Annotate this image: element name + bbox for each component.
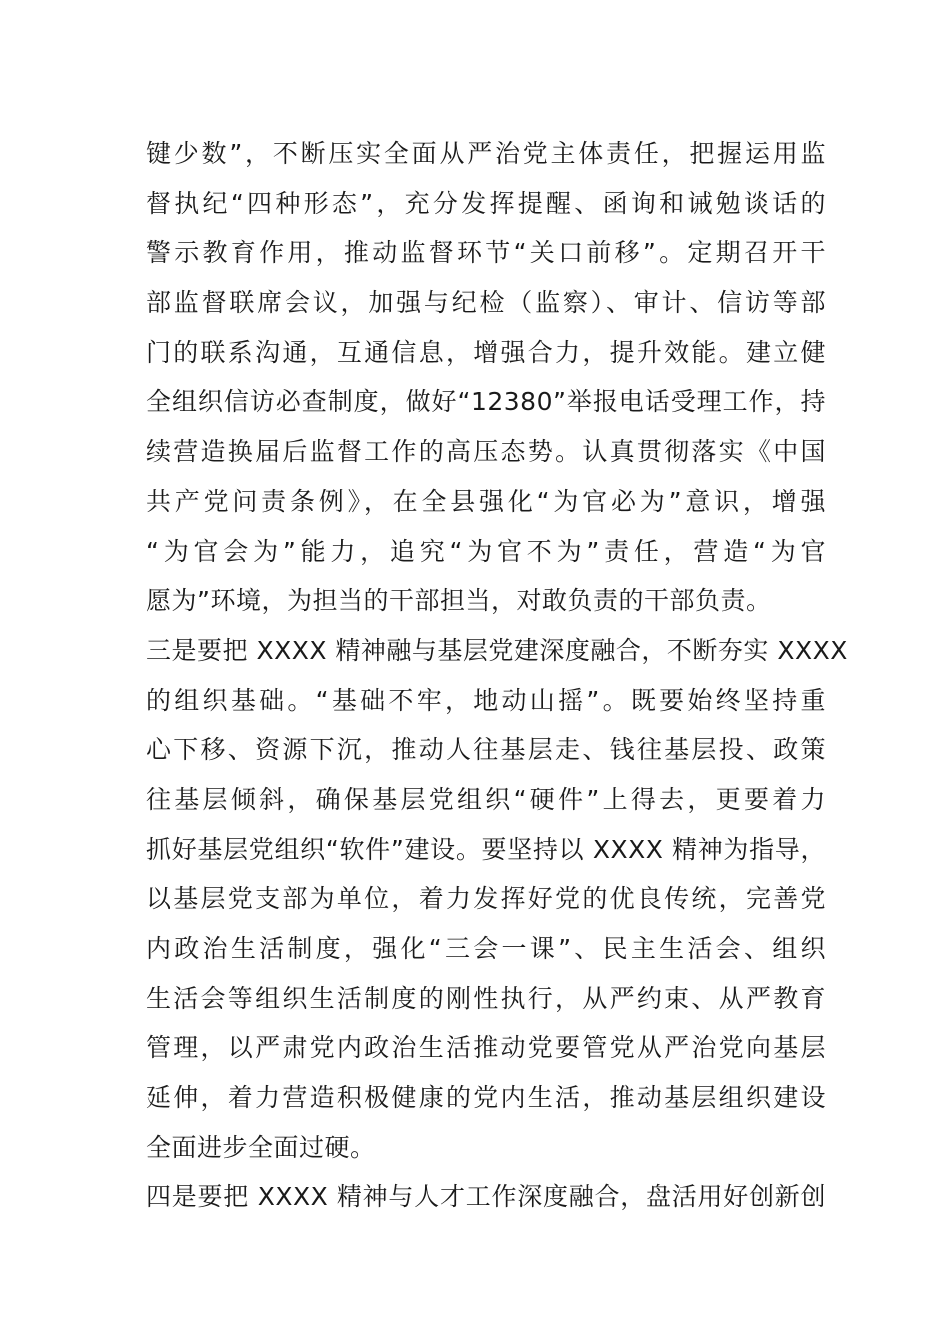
text-line: 共产党问责条例》，在全县强化“为官必为”意识，增强	[146, 486, 826, 516]
text-line: 心下移、资源下沉，推动人往基层走、钱往基层投、政策	[146, 735, 826, 765]
text-line: 督执纪“四种形态”，充分发挥提醒、函询和诫勉谈话的	[146, 188, 826, 218]
text-line: 管理，以严肃党内政治生活推动党要管党从严治党向基层	[146, 1033, 826, 1063]
text-line: 内政治生活制度，强化“三会一课”、民主生活会、组织	[146, 934, 826, 963]
text-line: 的组织基础。“基础不牢，地动山摇”。既要始终坚持重	[146, 685, 826, 715]
text-line: 往基层倾斜，确保基层党组织“硬件”上得去，更要着力	[146, 784, 826, 814]
text-line: 以基层党支部为单位，着力发挥好党的优良传统，完善党	[146, 884, 826, 914]
text-line: 部监督联席会议，加强与纪检（监察）、审计、信访等部	[146, 288, 826, 318]
text-line: 抓好基层党组织“软件”建设。要坚持以 XXXX 精神为指导，	[146, 834, 826, 864]
text-line: 门的联系沟通，互通信息，增强合力，提升效能。建立健	[146, 337, 826, 367]
text-line-paragraph-end: 全面进步全面过硬。	[146, 1132, 376, 1162]
text-line: 全组织信访必查制度，做好“12380”举报电话受理工作，持	[146, 387, 826, 417]
text-line-paragraph-end: 愿为”环境，为担当的干部担当，对敢负责的干部负责。	[146, 586, 772, 616]
text-line: 键少数”，不断压实全面从严治党主体责任，把握运用监	[146, 139, 826, 168]
document-body	[146, 129, 848, 1222]
text-line: 生活会等组织生活制度的刚性执行，从严约束、从严教育	[146, 983, 826, 1013]
text-line: “为官会为”能力，追究“为官不为”责任，营造“为官	[146, 536, 826, 566]
text-line-paragraph-start: 四是要把 XXXX 精神与人才工作深度融合，盘活用好创新创	[146, 1182, 826, 1212]
text-line-paragraph-start: 三是要把 XXXX 精神融与基层党建深度融合，不断夯实 XXXX	[146, 635, 848, 665]
text-line: 续营造换届后监督工作的高压态势。认真贯彻落实《中国	[146, 437, 826, 467]
text-line: 延伸，着力营造积极健康的党内生活，推动基层组织建设	[146, 1083, 826, 1113]
text-line: 警示教育作用，推动监督环节“关口前移”。定期召开干	[146, 238, 826, 268]
